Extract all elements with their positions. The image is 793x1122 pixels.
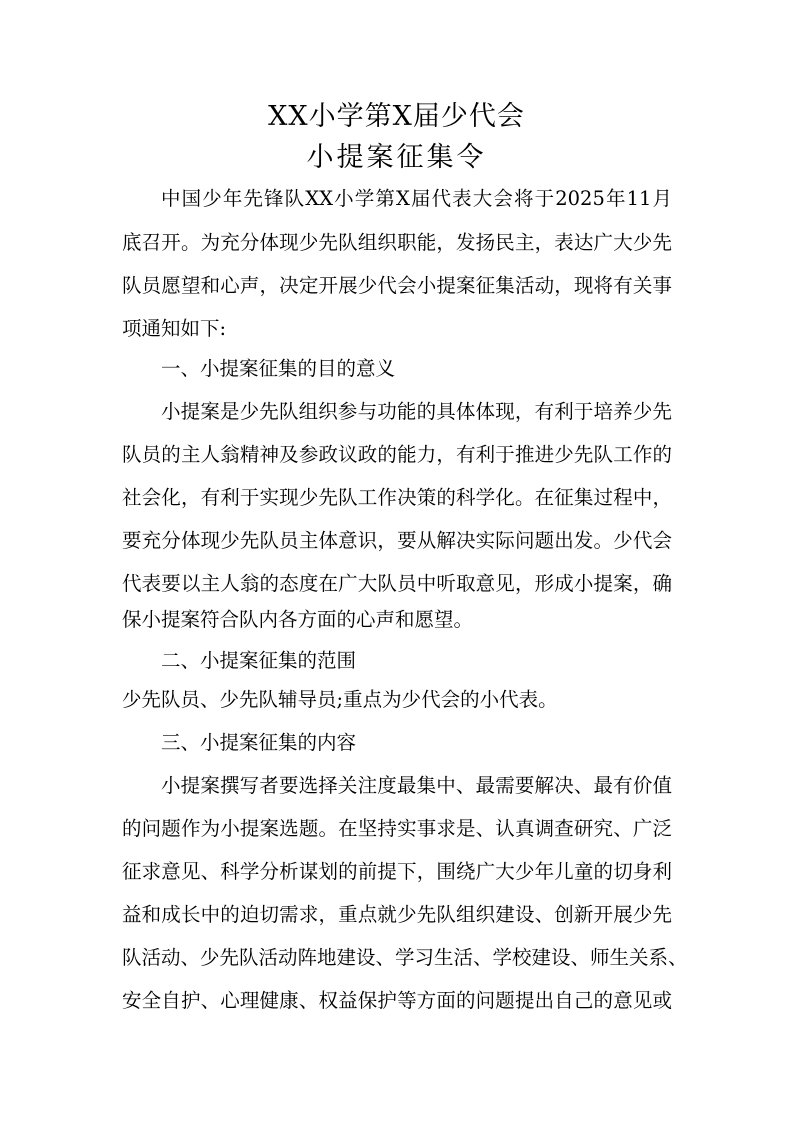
document-title: XX小学第X届少代会 bbox=[268, 101, 525, 132]
paragraph-line: 底召开。为充分体现少先队组织职能，发扬民主，表达广大少先 bbox=[122, 231, 672, 254]
paragraph-line: 征求意见、科学分析谋划的前提下，围绕广大少年儿童的切身利 bbox=[122, 860, 672, 883]
paragraph-line: 少先队员、少先队辅导员;重点为少代会的小代表。 bbox=[122, 688, 558, 711]
paragraph-line: 项通知如下: bbox=[122, 317, 227, 340]
paragraph-line: 小提案是少先队组织参与功能的具体体现，有利于培养少先 bbox=[161, 400, 672, 423]
paragraph-line: 队员的主人翁精神及参政议政的能力，有利于推进少先队工作的 bbox=[122, 443, 672, 466]
paragraph-line: 安全自护、心理健康、权益保护等方面的问题提出自己的意见或 bbox=[122, 989, 672, 1012]
section-heading: 二、小提案征集的范围 bbox=[161, 649, 357, 672]
paragraph-line: 队活动、少先队活动阵地建设、学习生活、学校建设、师生关系、 bbox=[122, 946, 688, 969]
paragraph-line: 代表要以主人翁的态度在广大队员中听取意见，形成小提案，确 bbox=[122, 572, 672, 595]
paragraph-line: 要充分体现少先队员主体意识，要从解决实际问题出发。少代会 bbox=[122, 529, 672, 552]
section-heading: 一、小提案征集的目的意义 bbox=[161, 357, 396, 380]
paragraph-line: 中国少年先锋队XX小学第X届代表大会将于2025年11月 bbox=[161, 187, 672, 210]
paragraph-line: 保小提案符合队内各方面的心声和愿望。 bbox=[122, 608, 474, 631]
section-heading: 三、小提案征集的内容 bbox=[161, 731, 357, 754]
paragraph-line: 的问题作为小提案选题。在坚持实事求是、认真调查研究、广泛 bbox=[122, 817, 672, 840]
paragraph-line: 小提案撰写者要选择关注度最集中、最需要解决、最有价值 bbox=[161, 774, 672, 797]
paragraph-line: 队员愿望和心声，决定开展少代会小提案征集活动，现将有关事 bbox=[122, 274, 672, 297]
paragraph-line: 社会化，有利于实现少先队工作决策的科学化。在征集过程中， bbox=[122, 486, 672, 509]
paragraph-line: 益和成长中的迫切需求，重点就少先队组织建设、创新开展少先 bbox=[122, 903, 672, 926]
document-subtitle: 小提案征集令 bbox=[306, 142, 487, 173]
